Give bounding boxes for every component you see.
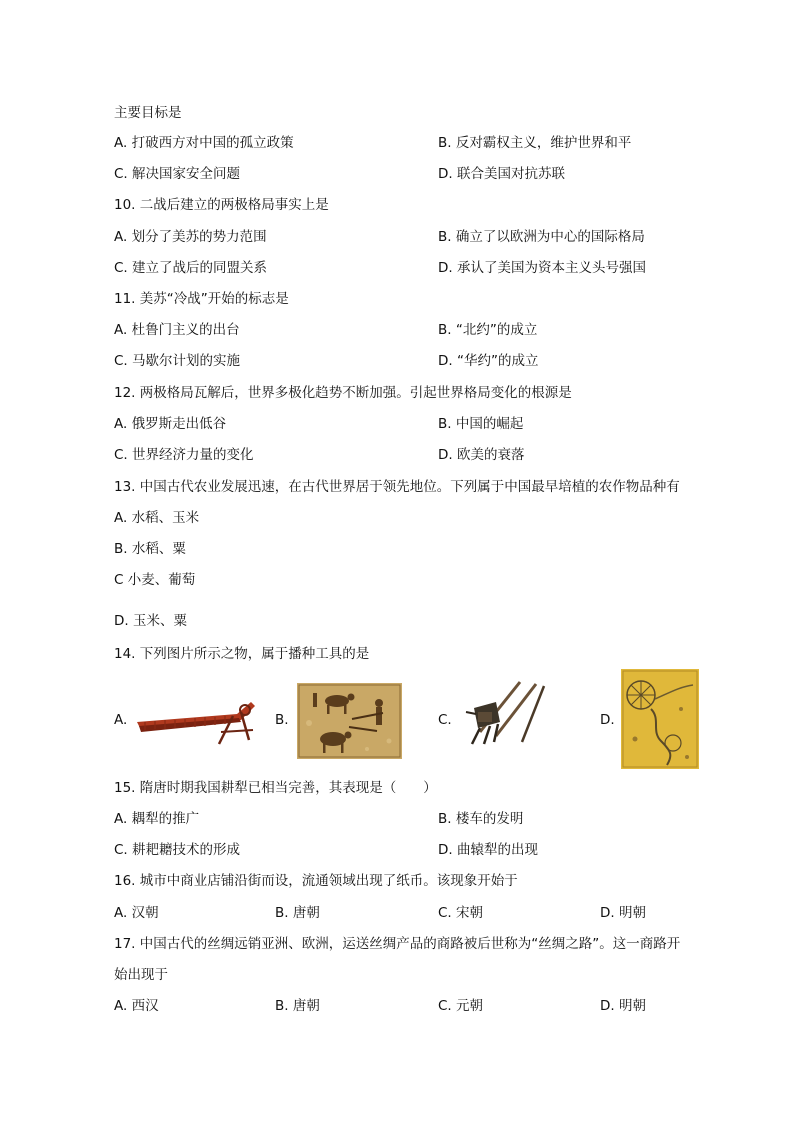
q11-stem: 11. 美苏“冷战”开始的标志是 xyxy=(114,291,289,307)
q10-stem: 10. 二战后建立的两极格局事实上是 xyxy=(114,197,329,213)
q11-option-d[interactable]: D. “华约”的成立 xyxy=(438,353,539,369)
q13-stem: 13. 中国古代农业发展迅速，在古代世界居于领先地位。下列属于中国最早培植的农作物品种有 xyxy=(114,479,680,495)
q9-option-b[interactable]: B. 反对霸权主义，维护世界和平 xyxy=(438,135,632,151)
q17-option-a[interactable]: A. 西汉 xyxy=(114,998,159,1014)
q14-option-c-label[interactable]: C. xyxy=(438,712,452,728)
ox-plough-mural-icon xyxy=(297,683,402,759)
q11-option-c[interactable]: C. 马歇尔计划的实施 xyxy=(114,353,241,369)
q12-option-b[interactable]: B. 中国的崛起 xyxy=(438,416,524,432)
q17-stem-line-1: 17. 中国古代的丝绸远销亚洲、欧洲，运送丝绸产品的商路被后世称为“丝绸之路”。这一商路开 xyxy=(114,936,681,952)
q17-option-c[interactable]: C. 元朝 xyxy=(438,998,484,1014)
q16-option-d[interactable]: D. 明朝 xyxy=(600,905,646,921)
q10-option-c[interactable]: C. 建立了战后的同盟关系 xyxy=(114,260,268,276)
q11-option-a[interactable]: A. 杜鲁门主义的出台 xyxy=(114,322,240,338)
q17-option-b[interactable]: B. 唐朝 xyxy=(275,998,320,1014)
q16-option-a[interactable]: A. 汉朝 xyxy=(114,905,159,921)
q13-option-c[interactable]: C 小麦、葡萄 xyxy=(114,572,196,588)
water-wheel-painting-icon xyxy=(621,669,699,769)
q14-option-a-label[interactable]: A. xyxy=(114,712,128,728)
q12-option-a[interactable]: A. 俄罗斯走出低谷 xyxy=(114,416,227,432)
q9-option-d[interactable]: D. 联合美国对抗苏联 xyxy=(438,166,565,182)
q10-option-b[interactable]: B. 确立了以欧洲为中心的国际格局 xyxy=(438,229,645,245)
q14-option-b-label[interactable]: B. xyxy=(275,712,289,728)
q9-option-c[interactable]: C. 解决国家安全问题 xyxy=(114,166,241,182)
q14-stem: 14. 下列图片所示之物，属于播种工具的是 xyxy=(114,646,370,662)
q11-option-b[interactable]: B. “北约”的成立 xyxy=(438,322,538,338)
q17-stem-line-2: 始出现于 xyxy=(114,967,168,983)
q17-option-d[interactable]: D. 明朝 xyxy=(600,998,646,1014)
q12-option-c[interactable]: C. 世界经济力量的变化 xyxy=(114,447,254,463)
seed-drill-icon xyxy=(460,678,546,750)
q14-option-d-label[interactable]: D. xyxy=(600,712,615,728)
q15-option-d[interactable]: D. 曲辕犁的出现 xyxy=(438,842,538,858)
q16-option-c[interactable]: C. 宋朝 xyxy=(438,905,484,921)
q15-option-c[interactable]: C. 耕耙耱技术的形成 xyxy=(114,842,241,858)
q9-stem-end: 主要目标是 xyxy=(114,105,182,121)
q16-stem: 16. 城市中商业店铺沿街而设，流通领域出现了纸币。该现象开始于 xyxy=(114,873,518,889)
q15-stem: 15. 隋唐时期我国耕犁已相当完善，其表现是（ ） xyxy=(114,780,437,796)
q12-option-d[interactable]: D. 欧美的衰落 xyxy=(438,447,525,463)
dragon-bone-water-wheel-icon xyxy=(133,694,257,748)
q12-stem: 12. 两极格局瓦解后，世界多极化趋势不断加强。引起世界格局变化的根源是 xyxy=(114,385,572,401)
q16-option-b[interactable]: B. 唐朝 xyxy=(275,905,320,921)
q13-option-b[interactable]: B. 水稻、粟 xyxy=(114,541,186,557)
q10-option-a[interactable]: A. 划分了美苏的势力范围 xyxy=(114,229,267,245)
q13-option-a[interactable]: A. 水稻、玉米 xyxy=(114,510,200,526)
q15-option-a[interactable]: A. 耦犁的推广 xyxy=(114,811,200,827)
q13-option-d[interactable]: D. 玉米、粟 xyxy=(114,613,187,629)
q10-option-d[interactable]: D. 承认了美国为资本主义头号强国 xyxy=(438,260,646,276)
q15-option-b[interactable]: B. 楼车的发明 xyxy=(438,811,524,827)
q9-option-a[interactable]: A. 打破西方对中国的孤立政策 xyxy=(114,135,294,151)
